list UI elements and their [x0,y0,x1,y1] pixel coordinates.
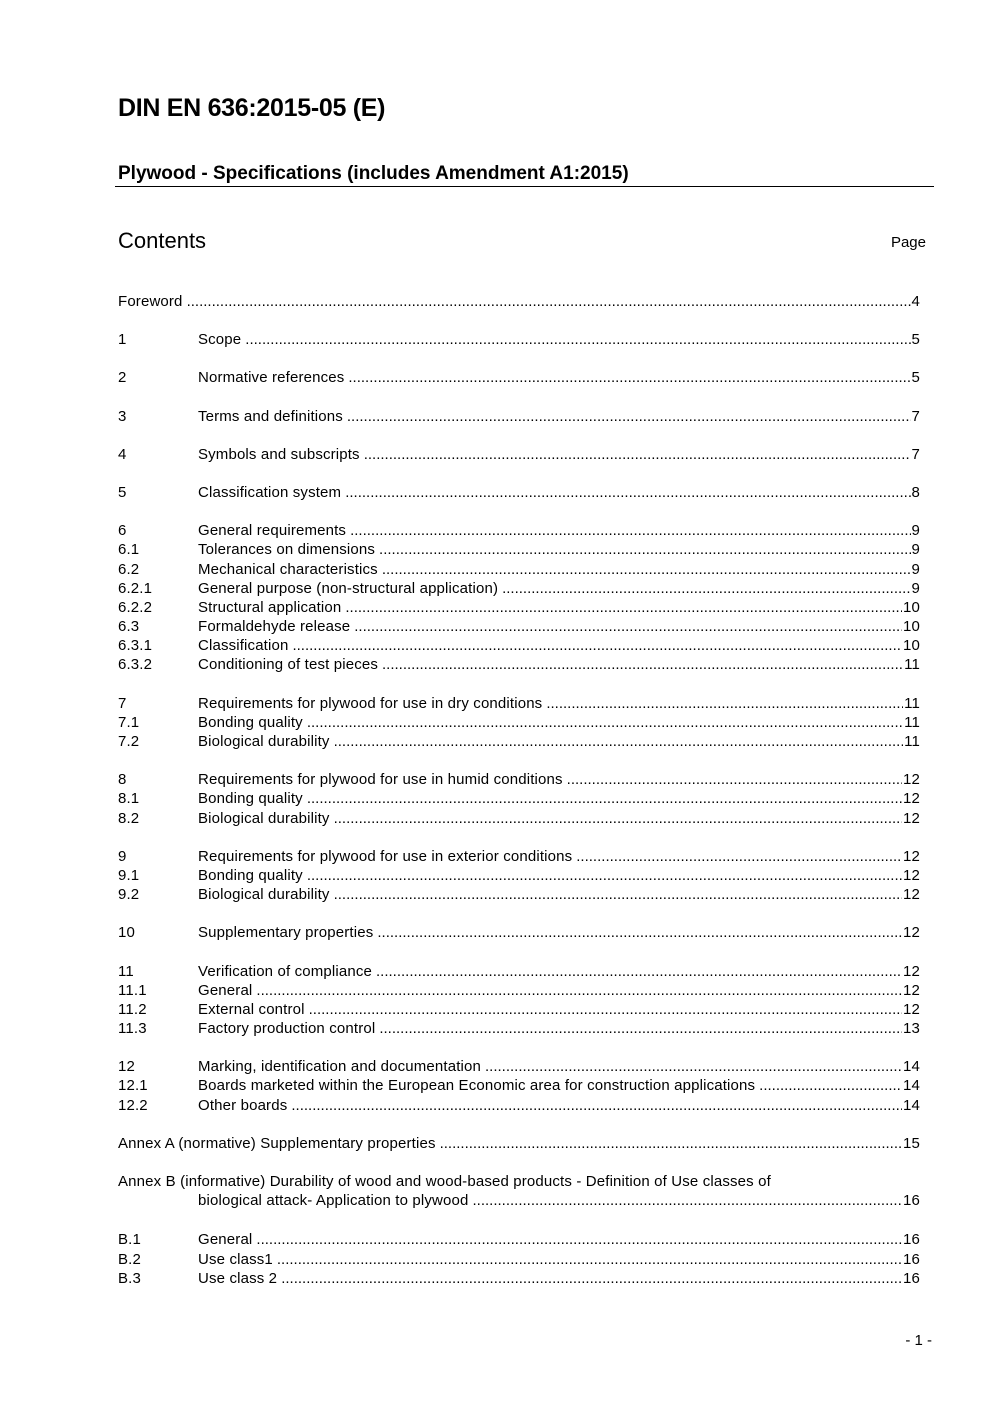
toc-entry-page: 11 [904,733,920,750]
toc-entry-9-1[interactable] [118,866,920,885]
toc-entry-number: 7 [118,694,127,712]
toc-leader-dots [307,866,902,885]
toc-entry-8-1[interactable] [118,789,920,808]
toc-entry-number: 6.3 [118,618,140,636]
page-column-heading: Page [890,234,926,251]
toc-group-10 [118,923,920,942]
toc-entry-8[interactable] [118,770,920,789]
toc-leader-dots [759,1076,902,1095]
toc-entry-number: 7.2 [118,733,140,750]
toc-leader-dots [281,1269,902,1288]
toc-group-annex-b [118,1172,920,1210]
toc-entry-title: General requirements [198,522,347,540]
toc-entry-page: 12 [903,1000,920,1018]
toc-entry-title: Biological durability [198,809,330,827]
toc-entry-page: 10 [903,637,920,655]
toc-leader-dots [187,292,911,311]
toc-entry-page: 12 [903,924,920,942]
toc-entry-page: 12 [903,771,920,789]
document-subtitle: Plywood - Specifications (includes Amendment A1:2015) [118,163,629,184]
toc-leader-dots [291,1096,902,1115]
toc-entry-title: Bonding quality [198,866,303,884]
toc-entry-page: 13 [903,1020,920,1038]
toc-entry-1[interactable] [118,330,920,349]
toc-entry-6-3-2[interactable] [118,655,920,674]
toc-entry-page: 4 [911,293,920,310]
toc-group-3 [118,407,920,426]
toc-group-11 [118,962,920,1039]
toc-entry-title: General [198,1231,253,1249]
toc-entry-title: Supplementary properties [198,924,374,942]
toc-entry-number: 6.3.1 [118,637,153,655]
toc-entry-title: biological attack- Application to plywood [198,1192,469,1210]
toc-entry-page: 11 [904,656,920,674]
toc-entry-number: 5 [118,483,127,501]
toc-entry-page: 12 [903,847,920,865]
toc-leader-dots [472,1191,902,1210]
toc-entry-6-2-2[interactable] [118,598,920,617]
toc-entry-title: Classification system [198,483,342,501]
toc-entry-7-2[interactable] [118,732,920,751]
toc-group-1 [118,330,920,349]
toc-entry-title: General [198,981,253,999]
toc-leader-dots [379,1019,902,1038]
toc-entry-page: 8 [911,483,920,501]
toc-entry-number: 6.1 [118,541,140,559]
toc-entry-page: 16 [903,1269,920,1287]
toc-entry-title: Tolerances on dimensions [198,541,376,559]
toc-entry-title: Other boards [198,1096,288,1114]
toc-entry-number: 6.2.1 [118,579,153,597]
toc-entry-page: 12 [903,809,920,827]
toc-leader-dots [440,1134,902,1153]
toc-entry-number: 7.1 [118,713,140,731]
contents-heading: Contents [118,228,207,253]
toc-entry-number: 1 [118,331,127,349]
toc-entry-title: Structural application [198,598,342,616]
toc-entry-page: 9 [911,579,920,597]
toc-group-9 [118,847,920,905]
toc-entry-page: 14 [903,1058,920,1076]
toc-entry-title: Verification of compliance [198,962,372,980]
toc-group-5 [118,483,920,502]
toc-entry-page: 11 [904,713,920,731]
toc-entry-number: 2 [118,369,127,387]
toc-entry-title: Scope [198,331,242,349]
toc-entry-6-2-1[interactable] [118,579,920,598]
toc-entry-title: Annex A (normative) Supplementary properties [118,1134,436,1152]
toc-entry-page: 12 [903,790,920,808]
toc-entry-title: Formaldehyde release [198,618,351,636]
toc-entry-11-1[interactable] [118,981,920,1000]
toc-entry-number: 8.1 [118,790,140,808]
toc-entry-number: 8 [118,771,127,789]
toc-leader-dots [345,483,910,502]
toc-group-12 [118,1057,920,1115]
toc-entry-9[interactable] [118,847,920,866]
toc-entry-b-2[interactable] [118,1250,920,1269]
toc-entry-title: Requirements for plywood for use in exterior conditions [198,847,573,865]
toc-entry-9-2[interactable] [118,885,920,904]
toc-entry-6-3-1[interactable] [118,636,920,655]
toc-leader-dots [345,598,902,617]
toc-group-8 [118,770,920,828]
toc-entry-number: B.2 [118,1250,141,1268]
toc-entry-page: 10 [903,598,920,616]
toc-entry-6[interactable] [118,521,920,540]
toc-leader-dots [334,885,902,904]
toc-leader-dots [364,445,911,464]
toc-entry-4[interactable] [118,445,920,464]
toc-entry-title: External control [198,1000,305,1018]
toc-leader-dots [382,560,911,579]
toc-entry-title: General purpose (non-structural application) [198,579,499,597]
toc-entry-title: Mechanical characteristics [198,560,378,578]
toc-entry-title: Boards marketed within the European Economic area for construction applications [198,1077,756,1095]
toc-entry-number: 9.2 [118,886,140,904]
toc-leader-dots [256,981,902,1000]
toc-leader-dots [307,789,902,808]
toc-entry-title: Normative references [198,369,345,387]
toc-entry-page: 16 [903,1231,920,1249]
toc-leader-dots [307,713,903,732]
toc-entry-title: Bonding quality [198,713,303,731]
toc-entry-title: Bonding quality [198,790,303,808]
toc-entry-number: 11.3 [118,1020,147,1038]
toc-entry-7-1[interactable] [118,713,920,732]
table-of-contents [118,292,920,1307]
title-underline [115,186,934,187]
toc-leader-dots [377,923,902,942]
toc-group-foreword [118,292,920,311]
toc-leader-dots [567,770,902,789]
toc-entry-number: 6.2.2 [118,598,153,616]
toc-entry-title: Requirements for plywood for use in humid conditions [198,771,563,789]
toc-entry-page: 5 [911,369,920,387]
page-number: - 1 - [905,1332,932,1349]
toc-entry-title: Biological durability [198,886,330,904]
toc-entry-page: 12 [903,981,920,999]
toc-entry-page: 12 [903,866,920,884]
toc-entry-number: 6 [118,522,127,540]
toc-entry-2[interactable] [118,368,920,387]
toc-leader-dots [485,1057,902,1076]
document-title: DIN EN 636:2015-05 (E) [118,94,386,122]
toc-entry-number: 11.2 [118,1000,147,1018]
toc-leader-dots [350,521,910,540]
toc-group-6 [118,521,920,675]
toc-entry-page: 7 [911,407,920,425]
toc-group-annex-a [118,1134,920,1153]
toc-entry-page: 11 [904,694,920,712]
toc-entry-10[interactable] [118,923,920,942]
toc-entry-11[interactable] [118,962,920,981]
toc-entry-number: 10 [118,924,135,942]
toc-entry-number: 8.2 [118,809,140,827]
toc-entry-number: 4 [118,445,127,463]
toc-leader-dots [334,809,902,828]
toc-entry-5[interactable] [118,483,920,502]
toc-entry-number: B.1 [118,1231,141,1249]
toc-entry-number: 12.2 [118,1096,148,1114]
toc-entry-title: Symbols and subscripts [198,445,360,463]
toc-leader-dots [546,694,903,713]
toc-entry-number: 11 [118,962,134,980]
toc-entry-annex-a[interactable] [118,1134,920,1153]
toc-entry-number: 6.2 [118,560,140,578]
toc-leader-dots [245,330,910,349]
toc-leader-dots [379,540,910,559]
toc-entry-page: 16 [903,1192,920,1210]
toc-entry-11-3[interactable] [118,1019,920,1038]
toc-entry-annex-b-line2[interactable] [118,1191,920,1210]
toc-entry-page: 14 [903,1077,920,1095]
toc-entry-number: 9.1 [118,866,140,884]
toc-leader-dots [354,617,902,636]
toc-entry-title: Biological durability [198,733,330,750]
toc-entry-page: 9 [911,541,920,559]
toc-entry-title: Classification [198,637,289,655]
toc-entry-title: Foreword [118,293,183,310]
toc-entry-page: 7 [911,445,920,463]
toc-group-annex-b-sections [118,1230,920,1288]
toc-entry-title: Use class1 [198,1250,273,1268]
toc-entry-number: 6.3.2 [118,656,153,674]
toc-leader-dots [502,579,910,598]
toc-entry-number: 11.1 [118,981,147,999]
toc-entry-page: 12 [903,886,920,904]
toc-leader-dots [309,1000,902,1019]
toc-entry-7[interactable] [118,694,920,713]
toc-entry-title: Annex B (informative) Durability of wood and wood-based products - Definition of Use classes of [118,1173,771,1190]
toc-leader-dots [277,1250,902,1269]
toc-entry-annex-b-line1[interactable] [118,1172,920,1191]
toc-leader-dots [347,407,911,426]
toc-entry-title: Factory production control [198,1020,376,1038]
toc-entry-number: 12.1 [118,1077,148,1095]
toc-entry-12-2[interactable] [118,1096,920,1115]
toc-leader-dots [382,655,903,674]
toc-group-4 [118,445,920,464]
toc-entry-page: 9 [911,522,920,540]
toc-leader-dots [348,368,910,387]
toc-entry-title: Use class 2 [198,1269,278,1287]
toc-leader-dots [256,1230,902,1249]
toc-entry-11-2[interactable] [118,1000,920,1019]
toc-entry-b-3[interactable] [118,1269,920,1288]
toc-entry-foreword[interactable] [118,292,920,311]
toc-entry-12-1[interactable] [118,1076,920,1095]
toc-entry-8-2[interactable] [118,809,920,828]
toc-entry-number: B.3 [118,1269,141,1287]
toc-entry-page: 14 [903,1096,920,1114]
toc-leader-dots [376,962,902,981]
toc-entry-6-2[interactable] [118,560,920,579]
toc-entry-number: 3 [118,407,127,425]
toc-entry-number: 9 [118,847,127,865]
toc-entry-page: 10 [903,618,920,636]
toc-entry-6-3[interactable] [118,617,920,636]
toc-entry-page: 5 [911,331,920,349]
toc-entry-title: Marking, identification and documentation [198,1058,481,1076]
toc-entry-page: 16 [903,1250,920,1268]
toc-entry-b-1[interactable] [118,1230,920,1249]
toc-entry-title: Conditioning of test pieces [198,656,378,674]
toc-entry-page: 15 [903,1134,920,1152]
toc-entry-page: 12 [903,962,920,980]
toc-entry-title: Terms and definitions [198,407,343,425]
toc-entry-3[interactable] [118,407,920,426]
toc-group-2 [118,368,920,387]
toc-leader-dots [334,732,904,751]
toc-entry-number: 12 [118,1058,135,1076]
toc-group-7 [118,694,920,752]
toc-entry-page: 9 [911,560,920,578]
toc-entry-6-1[interactable] [118,540,920,559]
toc-entry-title: Requirements for plywood for use in dry conditions [198,694,543,712]
toc-entry-12[interactable] [118,1057,920,1076]
toc-leader-dots [292,636,902,655]
toc-leader-dots [576,847,902,866]
